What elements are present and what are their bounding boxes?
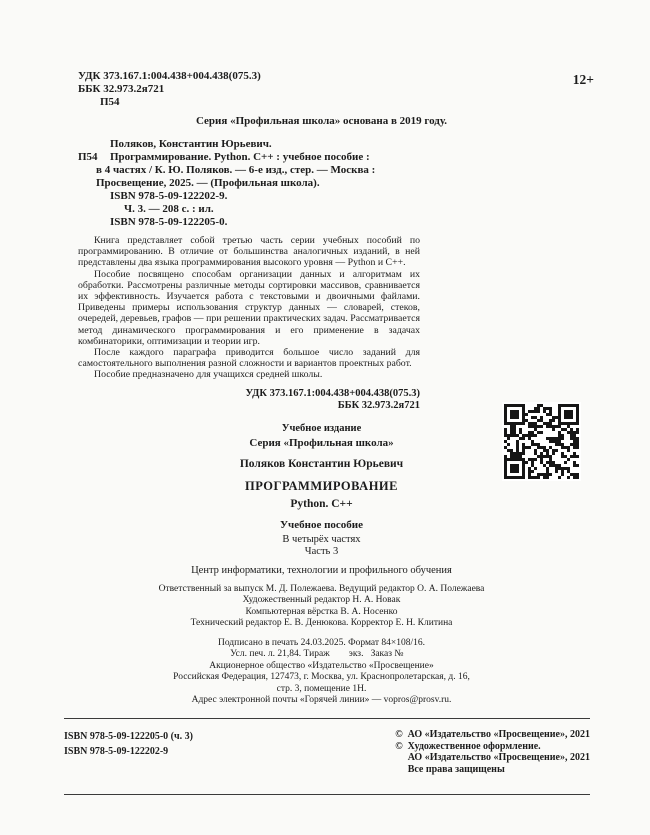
catalog-first-line [78,151,420,164]
copyright-block [395,729,590,794]
print-info-line: Усл. печ. л. 21,84. Тираж экз. Заказ № [230,649,413,660]
author-sign-top: П54 [100,96,120,108]
print-run-info [78,638,565,707]
catalog-entry-line: в 4 частях / К. Ю. Поляков. — 6-е изд., стер. — Москва : [96,164,376,176]
part-number: Часть 3 [304,545,339,557]
annotation-block [78,235,420,381]
copyright-line: © Художественное оформление. [395,740,541,752]
age-rating: 12+ [572,72,594,87]
print-info-line: Акционерное общество «Издательство «Просвещение» [209,660,434,671]
print-info-line: Подписано в печать 24.03.2025. Формат 84×108/16. [217,637,426,648]
book-title: ПРОГРАММИРОВАНИЕ [245,478,398,493]
annotation-paragraph: После каждого параграфа приводится большое число заданий для самостоятельного выполнения разной сложности и вариантов проектных работ. [78,347,420,370]
imprint-block [78,423,565,707]
book-subtitle: Python. C++ [290,497,353,510]
copyright-line: Все права защищены [395,763,505,775]
print-info-line: Российская Федерация, 127473, г. Москва, ул. Краснопролетарская, д. 16, [173,672,470,683]
staff-line: Ответственный за выпуск М. Д. Полежаева. Ведущий редактор О. А. Полежаева [158,583,485,594]
imprint-author: Поляков Константин Юрьевич [239,457,404,470]
catalog-author-line: Поляков, Константин Юрьевич. [110,138,272,150]
footer-block [64,718,590,795]
footer-isbn-line: ISBN 978-5-09-122205-0 (ч. 3) [64,731,193,742]
copyright-line: АО «Издательство «Просвещение», 2021 [395,752,590,764]
annotation-paragraph: Книга представляет собой третью часть серии учебных пособий по программированию. В отличие от большинства аналогичных изданий, в ней представлены два языка программирования высокого уровня — Python и C++. [78,235,420,269]
catalog-entry-line: Просвещение, 2025. — (Профильная школа). [96,177,320,189]
catalog-entry [78,138,420,229]
copyright-line: © АО «Издательство «Просвещение», 2021 [395,729,590,740]
bottom-codes-block [78,388,420,413]
qr-code [502,402,581,481]
staff-line: Художественный редактор Н. А. Новак [242,595,401,606]
udk-top: УДК 373.167.1:004.438+004.438(075.3) [78,70,261,82]
staff-line: Технический редактор Е. В. Денюкова. Корректор Е. Н. Клитина [190,618,453,629]
annotation-paragraph: Пособие предназначено для учащихся средней школы. [94,369,323,381]
print-info-line: стр. 3, помещение 1Н. [276,683,367,694]
edition-type: Учебное издание [281,422,362,434]
series-founded-note: Серия «Профильная школа» основана в 2019 году. [195,115,448,127]
top-codes-block [78,70,565,109]
print-info-line: Адрес электронной почты «Горячей линии» — vopros@prosv.ru. [191,695,452,706]
catalog-isbn-part: ISBN 978-5-09-122205-0. [110,216,228,228]
bbk-top: ББК 32.973.2я721 [78,83,165,95]
annotation-paragraph: Пособие посвящено способам организации данных и алгоритмам их обработки. Рассмотрены различные методы сортировки массивов, сравнивается их эффективность. Изучается работа с текстовыми и двоичными файлами. Приведены примеры использования структур данных — словарей, стеков, очередей, деревьев, графов — при решении практических задач. Рассматривается метод динамического программирования и его применение в задачах комбинаторики, оптимизации и теории игр. [78,268,420,347]
parts-note: В четырёх частях [282,533,361,545]
staff-credits [78,584,565,630]
footer-isbn-block [64,729,193,794]
staff-line: Компьютерная вёрстка В. А. Носенко [245,606,398,617]
book-kind: Учебное пособие [279,518,364,531]
udk-bottom: УДК 373.167.1:004.438+004.438(075.3) [245,387,420,399]
series-name: Серия «Профильная школа» [249,436,394,449]
catalog-part-line: Ч. 3. — 208 с. : ил. [124,203,214,215]
bbk-bottom: ББК 32.973.2я721 [337,400,420,412]
catalog-author-sign: П54 [78,151,98,163]
catalog-entry-line: Программирование. Python. C++ : учебное пособие : [110,151,370,163]
footer-isbn-line: ISBN 978-5-09-122202-9 [64,746,169,757]
catalog-isbn-edition: ISBN 978-5-09-122202-9. [110,190,228,202]
publishing-center: Центр информатики, технологии и профильного обучения [191,564,452,576]
